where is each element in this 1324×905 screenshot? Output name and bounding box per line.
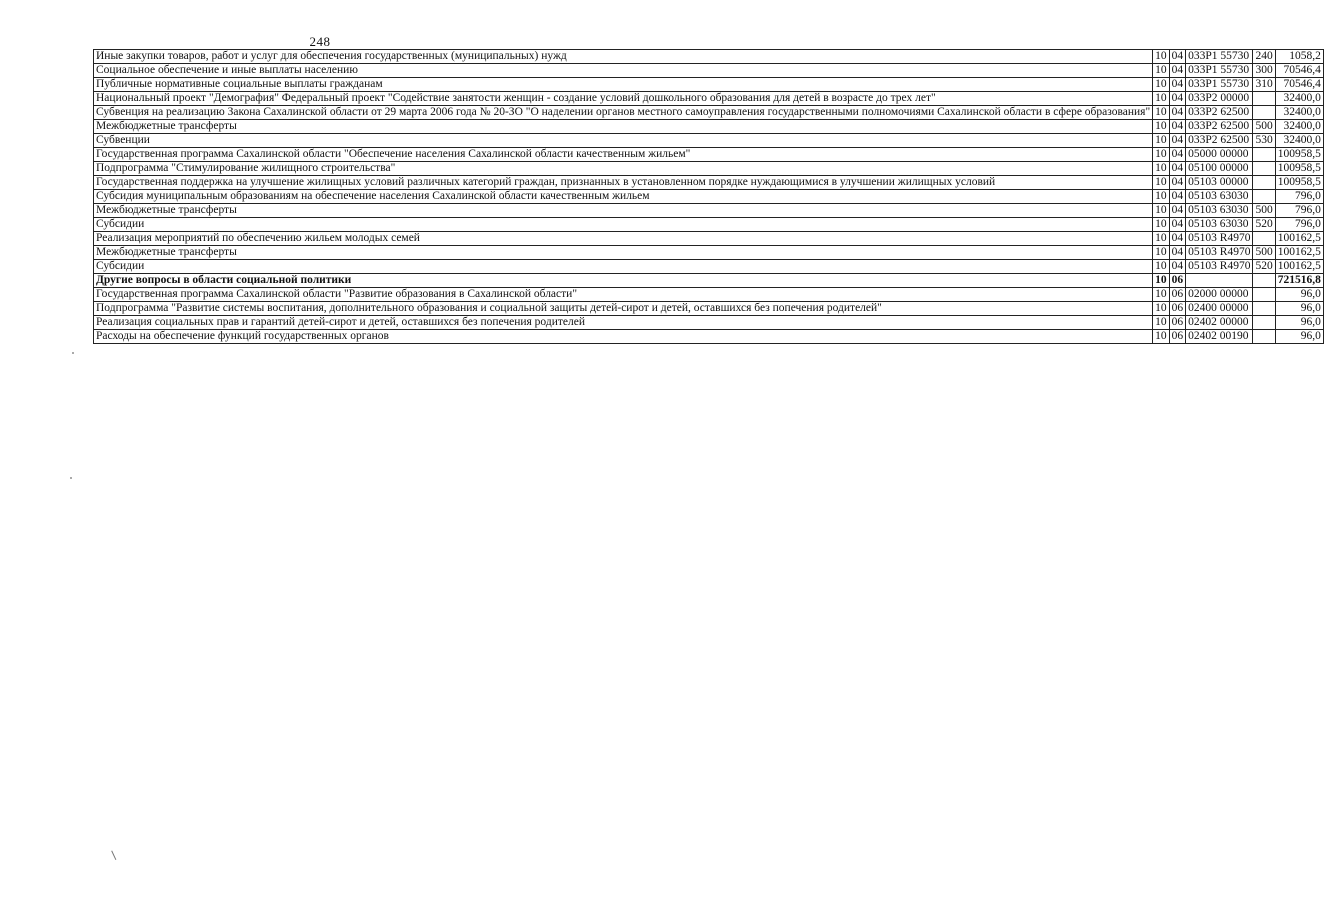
row-amount: 96,0 [1275,316,1323,330]
row-section: 10 [1153,162,1170,176]
row-subsection: 04 [1169,260,1186,274]
row-target-article: 033P2 62500 [1186,106,1253,120]
row-expense-type: 500 [1253,246,1275,260]
row-target-article: 05103 R4970 [1186,232,1253,246]
scan-mark [111,848,122,860]
row-expense-type [1253,288,1275,302]
row-target-article: 05103 63030 [1186,218,1253,232]
table-row [94,204,1324,218]
scan-dot [70,477,72,479]
row-subsection: 06 [1169,316,1186,330]
budget-table-body [94,50,1324,344]
table-row [94,246,1324,260]
row-subsection: 04 [1169,64,1186,78]
row-amount: 32400,0 [1275,134,1323,148]
row-name: Национальный проект "Демография" Федеральный проект "Содействие занятости женщин - создание условий дошкольного образования для детей в возрасте до трех лет" [94,92,1153,106]
row-subsection: 04 [1169,246,1186,260]
row-target-article: 02000 00000 [1186,288,1253,302]
row-name: Подпрограмма "Развитие системы воспитания, дополнительного образования и социальной защиты детей-сирот и детей, оставшихся без попечения родителей" [94,302,1153,316]
row-subsection: 04 [1169,190,1186,204]
row-target-article: 05000 00000 [1186,148,1253,162]
row-target-article: 05103 R4970 [1186,246,1253,260]
row-section: 10 [1153,50,1170,64]
row-section: 10 [1153,134,1170,148]
row-name: Реализация социальных прав и гарантий детей-сирот и детей, оставшихся без попечения родителей [94,316,1153,330]
row-amount: 796,0 [1275,190,1323,204]
row-section: 10 [1153,190,1170,204]
row-subsection: 04 [1169,50,1186,64]
row-subsection: 06 [1169,330,1186,344]
row-section: 10 [1153,92,1170,106]
row-name: Субвенции [94,134,1153,148]
row-subsection: 04 [1169,78,1186,92]
row-target-article: 05103 00000 [1186,176,1253,190]
row-target-article: 033P2 00000 [1186,92,1253,106]
row-amount: 32400,0 [1275,106,1323,120]
row-section: 10 [1153,260,1170,274]
table-row [94,134,1324,148]
row-amount: 32400,0 [1275,92,1323,106]
row-expense-type [1253,274,1275,288]
row-section: 10 [1153,106,1170,120]
table-row [94,274,1324,288]
row-section: 10 [1153,218,1170,232]
table-row [94,148,1324,162]
table-row [94,218,1324,232]
row-name: Субвенция на реализацию Закона Сахалинской области от 29 марта 2006 года № 20-ЗО "О наделении органов местного самоуправления государственными полномочиями Сахалинской области в сфере образования" [94,106,1153,120]
row-amount: 32400,0 [1275,120,1323,134]
row-section: 10 [1153,120,1170,134]
row-name: Подпрограмма "Стимулирование жилищного строительства" [94,162,1153,176]
table-row [94,64,1324,78]
row-expense-type [1253,232,1275,246]
table-row [94,50,1324,64]
row-section: 10 [1153,246,1170,260]
row-amount: 70546,4 [1275,64,1323,78]
row-name: Межбюджетные трансферты [94,204,1153,218]
row-subsection: 06 [1169,274,1186,288]
row-amount: 796,0 [1275,204,1323,218]
row-expense-type: 520 [1253,218,1275,232]
row-subsection: 04 [1169,232,1186,246]
table-row [94,330,1324,344]
row-name: Государственная поддержка на улучшение жилищных условий различных категорий граждан, признанных в установленном порядке нуждающимися в улучшении жилищных условий [94,176,1153,190]
row-subsection: 06 [1169,288,1186,302]
row-expense-type [1253,316,1275,330]
row-target-article: 02400 00000 [1186,302,1253,316]
row-subsection: 04 [1169,92,1186,106]
row-name: Субсидии [94,260,1153,274]
row-expense-type: 500 [1253,204,1275,218]
row-expense-type [1253,302,1275,316]
row-amount: 796,0 [1275,218,1323,232]
row-subsection: 04 [1169,120,1186,134]
row-subsection: 06 [1169,302,1186,316]
row-amount: 96,0 [1275,330,1323,344]
row-amount: 100958,5 [1275,148,1323,162]
table-row [94,106,1324,120]
row-expense-type: 530 [1253,134,1275,148]
row-name: Межбюджетные трансферты [94,246,1153,260]
row-amount: 100162,5 [1275,260,1323,274]
row-section: 10 [1153,64,1170,78]
scan-dot [72,352,74,354]
row-section: 10 [1153,288,1170,302]
row-section: 10 [1153,232,1170,246]
row-section: 10 [1153,302,1170,316]
row-expense-type: 310 [1253,78,1275,92]
row-name: Другие вопросы в области социальной политики [94,274,1153,288]
row-name: Государственная программа Сахалинской области "Развитие образования в Сахалинской области" [94,288,1153,302]
row-amount: 100162,5 [1275,232,1323,246]
row-section: 10 [1153,148,1170,162]
row-expense-type [1253,92,1275,106]
row-expense-type: 520 [1253,260,1275,274]
table-row [94,288,1324,302]
row-expense-type: 240 [1253,50,1275,64]
row-target-article: 02402 00000 [1186,316,1253,330]
row-section: 10 [1153,204,1170,218]
row-name: Иные закупки товаров, работ и услуг для обеспечения государственных (муниципальных) нужд [94,50,1153,64]
row-name: Субсидии [94,218,1153,232]
table-row [94,176,1324,190]
row-amount: 96,0 [1275,302,1323,316]
row-target-article: 033P1 55730 [1186,78,1253,92]
row-amount: 70546,4 [1275,78,1323,92]
table-row [94,78,1324,92]
row-expense-type: 300 [1253,64,1275,78]
row-section: 10 [1153,78,1170,92]
row-name: Субсидия муниципальным образованиям на обеспечение населения Сахалинской области качественным жильем [94,190,1153,204]
row-target-article: 033P1 55730 [1186,50,1253,64]
row-target-article: 033P2 62500 [1186,134,1253,148]
row-name: Публичные нормативные социальные выплаты гражданам [94,78,1153,92]
row-amount: 96,0 [1275,288,1323,302]
row-subsection: 04 [1169,148,1186,162]
row-subsection: 04 [1169,204,1186,218]
row-expense-type [1253,190,1275,204]
row-subsection: 04 [1169,162,1186,176]
row-target-article: 05103 63030 [1186,190,1253,204]
row-expense-type [1253,176,1275,190]
row-target-article: 033P1 55730 [1186,64,1253,78]
row-name: Межбюджетные трансферты [94,120,1153,134]
row-target-article [1186,274,1253,288]
table-row [94,302,1324,316]
row-amount: 721516,8 [1275,274,1323,288]
table-row [94,260,1324,274]
row-subsection: 04 [1169,134,1186,148]
row-section: 10 [1153,176,1170,190]
row-amount: 100162,5 [1275,246,1323,260]
row-expense-type [1253,148,1275,162]
row-amount: 1058,2 [1275,50,1323,64]
row-target-article: 033P2 62500 [1186,120,1253,134]
row-section: 10 [1153,316,1170,330]
row-subsection: 04 [1169,176,1186,190]
row-expense-type: 500 [1253,120,1275,134]
budget-table [93,49,1324,344]
row-amount: 100958,5 [1275,162,1323,176]
row-expense-type [1253,162,1275,176]
table-row [94,190,1324,204]
row-target-article: 05100 00000 [1186,162,1253,176]
row-section: 10 [1153,330,1170,344]
row-target-article: 05103 R4970 [1186,260,1253,274]
row-name: Социальное обеспечение и иные выплаты населению [94,64,1153,78]
row-name: Расходы на обеспечение функций государственных органов [94,330,1153,344]
row-target-article: 02402 00190 [1186,330,1253,344]
row-subsection: 04 [1169,218,1186,232]
table-row [94,232,1324,246]
table-row [94,120,1324,134]
row-name: Государственная программа Сахалинской области "Обеспечение населения Сахалинской области качественным жильем" [94,148,1153,162]
row-expense-type [1253,330,1275,344]
row-expense-type [1253,106,1275,120]
table-row [94,92,1324,106]
table-row [94,316,1324,330]
row-amount: 100958,5 [1275,176,1323,190]
row-name: Реализация мероприятий по обеспечению жильем молодых семей [94,232,1153,246]
row-section: 10 [1153,274,1170,288]
row-target-article: 05103 63030 [1186,204,1253,218]
table-row [94,162,1324,176]
row-subsection: 04 [1169,106,1186,120]
page-number: 248 [309,34,331,49]
